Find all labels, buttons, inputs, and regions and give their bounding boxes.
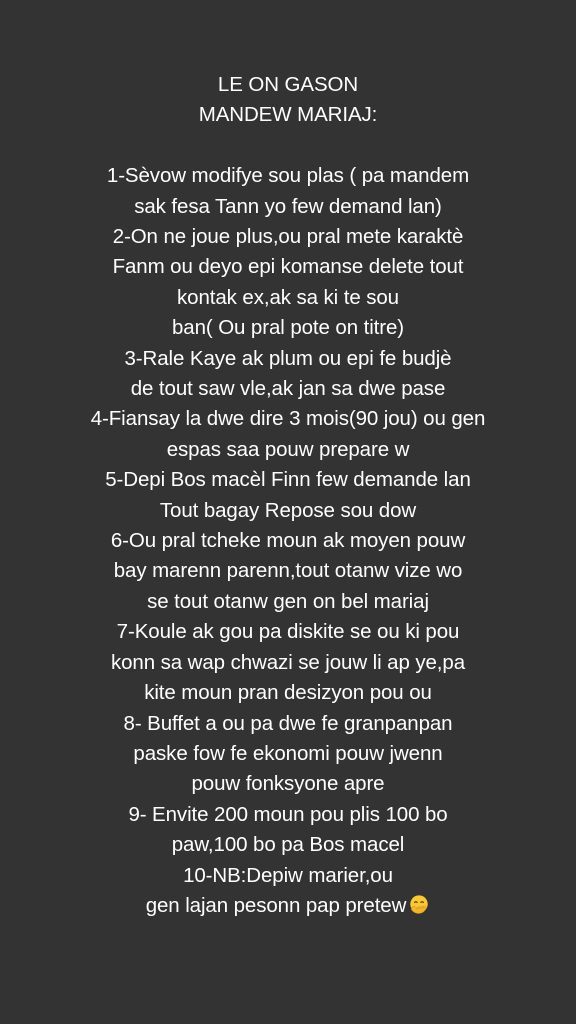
text-line: 6-Ou pral tcheke moun ak moyen pouw [110,529,466,553]
text-line: bay marenn parenn,tout otanw vize wo [113,559,463,583]
text-line: kontak ex,ak sa ki te sou [177,285,399,309]
text-line: 2-On ne joue plus,ou pral mete karaktè [112,225,464,249]
text-line: 4-Fiansay la dwe dire 3 mois(90 jou) ou gen [90,407,486,431]
text-line: Tout bagay Repose sou dow [159,498,417,522]
text-line: 7-Koule ak gou pa diskite se ou ki pou [116,620,460,644]
text-line: 8- Buffet a ou pa dwe fe granpanpan [123,711,453,735]
text-line: se tout otanw gen on bel mariaj [147,589,429,613]
text-line: 10-NB:Depiw marier,ou [183,863,393,887]
text-line: 9- Envite 200 moun pou plis 100 bo [128,802,448,826]
text-line: konn sa wap chwazi se jouw li ap ye,pa [110,650,465,674]
text-block [0,70,576,921]
text-line: paw,100 bo pa Bos macel [171,833,405,857]
text-line: sak fesa Tann yo few demand lan) [134,194,442,218]
spacer [0,131,576,161]
text-line: paske fow fe ekonomi pouw jwenn [133,741,443,765]
title-line-2: MANDEW MARIAJ: [198,103,378,127]
text-line: espas saa pouw prepare w [166,437,410,461]
text-line: de tout saw vle,ak jan sa dwe pase [130,377,446,401]
last-line-text: gen lajan pesonn pap pretew [145,893,407,917]
text-line: 1-Sèvow modifye sou plas ( pa mandem [106,164,470,188]
text-line: pouw fonksyone apre [191,772,385,796]
text-line: 5-Depi Bos macèl Finn few demande lan [105,468,471,492]
text-line: Fanm ou deyo epi komanse delete tout [112,255,464,279]
text-line: kite moun pran desizyon pou ou [144,681,432,705]
last-line [0,891,576,921]
title-line-1: LE ON GASON [217,73,359,96]
text-line: ban( Ou pral pote on titre) [171,316,405,340]
text-line: 3-Rale Kaye ak plum ou epi fe budjè [124,346,452,370]
hugging-face-with-hand-over-mouth-icon [408,894,430,916]
